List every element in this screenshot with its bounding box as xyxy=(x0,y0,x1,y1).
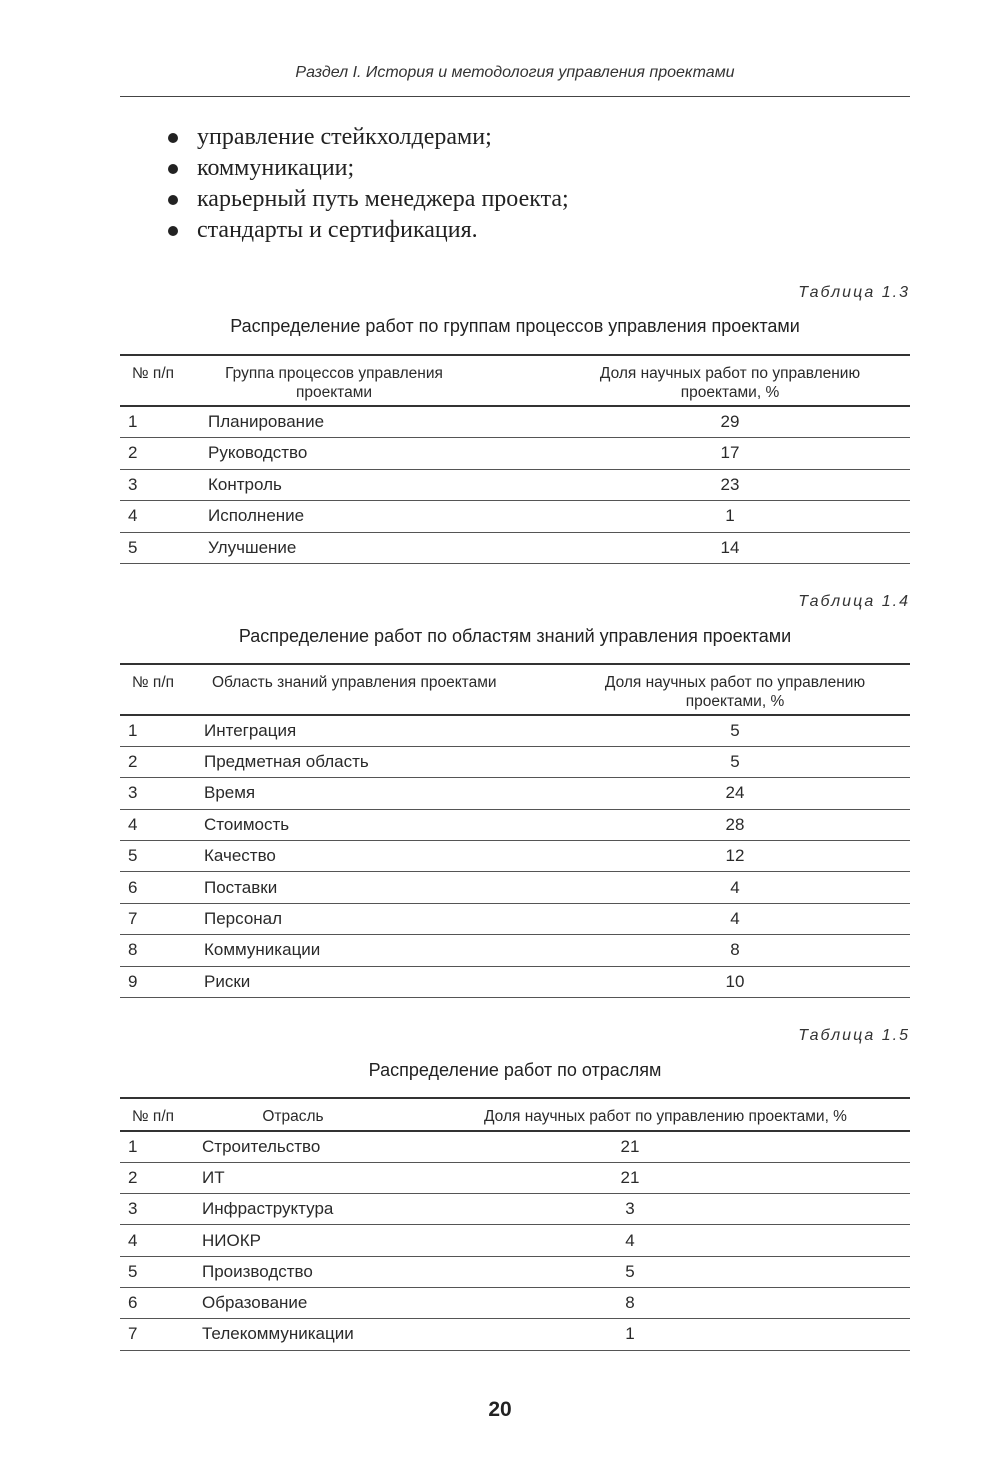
row-number: 6 xyxy=(128,1293,138,1313)
table-1-3-number: Таблица 1.3 xyxy=(798,284,910,301)
column-header: № п/п xyxy=(132,674,175,691)
table-1-5-title: Распределение работ по отраслям xyxy=(368,1060,662,1080)
table-row xyxy=(120,501,910,533)
row-number: 1 xyxy=(128,412,138,431)
row-value: 21 xyxy=(620,1167,640,1187)
table-row xyxy=(120,1194,910,1225)
row-value: 5 xyxy=(625,1261,635,1281)
row-value: 5 xyxy=(730,720,740,740)
row-label: Руководство xyxy=(208,443,308,463)
row-value: 4 xyxy=(730,909,740,929)
row-value: 8 xyxy=(625,1293,635,1313)
row-value: 4 xyxy=(730,877,740,897)
bullet-dot-icon xyxy=(168,133,178,143)
column-header: № п/п xyxy=(132,1108,175,1125)
table-row xyxy=(120,1256,910,1287)
bullet-text: коммуникации; xyxy=(197,155,355,181)
page-number: 20 xyxy=(488,1398,512,1421)
row-number: 3 xyxy=(128,783,138,803)
table-row xyxy=(120,1162,910,1193)
row-label: Коммуникации xyxy=(204,940,321,960)
row-label: Предметная область xyxy=(204,752,369,772)
row-number: 1 xyxy=(128,1136,138,1156)
row-number: 2 xyxy=(128,1167,138,1187)
row-value: 21 xyxy=(620,1136,640,1156)
row-value: 14 xyxy=(720,537,740,557)
row-label: Инфраструктура xyxy=(202,1199,334,1219)
row-label: Стоимость xyxy=(204,814,290,834)
table-header-row xyxy=(120,664,910,715)
row-number: 5 xyxy=(128,1261,138,1281)
table-row xyxy=(120,715,910,746)
table-1-3-title: Распределение работ по группам процессов управления проектами xyxy=(230,316,800,336)
row-number: 8 xyxy=(128,940,138,960)
table-row xyxy=(120,935,910,966)
column-header: Доля научных работ по управлению проектами, % xyxy=(484,1108,847,1125)
row-value: 12 xyxy=(725,846,745,866)
row-number: 5 xyxy=(128,537,138,557)
row-number: 3 xyxy=(128,1199,138,1219)
table-row xyxy=(120,966,910,997)
column-header: Отрасль xyxy=(262,1108,324,1125)
row-label: Качество xyxy=(204,846,276,866)
row-label: Производство xyxy=(202,1261,313,1281)
table-1-4-title: Распределение работ по областям знаний управления проектами xyxy=(238,626,792,646)
row-label: Интеграция xyxy=(204,720,297,740)
row-number: 6 xyxy=(128,877,138,897)
row-number: 4 xyxy=(128,1230,138,1250)
row-value: 10 xyxy=(725,971,745,991)
row-label: Образование xyxy=(202,1293,308,1313)
row-number: 2 xyxy=(128,752,138,772)
column-header: № п/п xyxy=(132,365,175,382)
table-row xyxy=(120,903,910,934)
bullet-item xyxy=(168,122,569,153)
table-row xyxy=(120,841,910,872)
table-row xyxy=(120,406,910,438)
table-row xyxy=(120,469,910,501)
row-label: Контроль xyxy=(208,474,282,494)
bullet-text: управление стейкхолдерами; xyxy=(197,124,492,150)
table-row xyxy=(120,872,910,903)
table-row xyxy=(120,1287,910,1318)
row-number: 4 xyxy=(128,506,138,526)
bullet-item xyxy=(168,153,569,184)
table-1-5 xyxy=(120,1097,910,1351)
header-rule xyxy=(120,96,910,97)
bullet-dot-icon xyxy=(168,226,178,236)
table-row xyxy=(120,1225,910,1256)
column-header: Область знаний управления проектами xyxy=(212,674,497,691)
table-1-3 xyxy=(120,354,910,564)
bullet-text: карьерный путь менеджера проекта; xyxy=(197,186,569,212)
row-label: Телекоммуникации xyxy=(202,1324,354,1344)
table-1-5-number: Таблица 1.5 xyxy=(798,1027,910,1044)
row-label: Поставки xyxy=(204,877,278,897)
row-label: Улучшение xyxy=(208,537,297,557)
column-header: Доля научных работ по управлению проектами, % xyxy=(604,674,866,710)
table-row xyxy=(120,809,910,840)
row-number: 5 xyxy=(128,846,138,866)
row-label: Персонал xyxy=(204,909,283,929)
bullet-item xyxy=(168,215,569,246)
row-number: 1 xyxy=(128,720,138,740)
row-value: 3 xyxy=(625,1199,635,1219)
row-label: Исполнение xyxy=(208,506,305,526)
row-number: 4 xyxy=(128,814,138,834)
row-value: 24 xyxy=(725,783,745,803)
row-number: 3 xyxy=(128,474,138,494)
table-row xyxy=(120,1319,910,1350)
bullet-item xyxy=(168,184,569,215)
row-value: 4 xyxy=(625,1230,635,1250)
bullet-list xyxy=(168,122,569,246)
row-value: 28 xyxy=(725,814,745,834)
row-value: 23 xyxy=(720,474,740,494)
running-header: Раздел I. История и методология управления проектами xyxy=(295,64,735,81)
table-row xyxy=(120,532,910,564)
bullet-dot-icon xyxy=(168,195,178,205)
column-header: Группа процессов управления проектами xyxy=(225,365,443,401)
table-row xyxy=(120,746,910,777)
row-label: НИОКР xyxy=(202,1230,261,1250)
table-1-4 xyxy=(120,663,910,998)
row-number: 7 xyxy=(128,909,138,929)
table-header-row xyxy=(120,1098,910,1131)
row-value: 8 xyxy=(730,940,740,960)
row-number: 2 xyxy=(128,443,138,463)
bullet-text: стандарты и сертификация. xyxy=(197,217,478,243)
table-row xyxy=(120,778,910,809)
table-1-4-number: Таблица 1.4 xyxy=(798,593,910,610)
row-value: 1 xyxy=(725,506,735,526)
table-row xyxy=(120,1131,910,1162)
row-value: 17 xyxy=(720,443,740,463)
table-row xyxy=(120,438,910,470)
row-value: 1 xyxy=(625,1324,635,1344)
column-header: Доля научных работ по управлению проектами, % xyxy=(599,365,861,401)
row-number: 9 xyxy=(128,971,138,991)
row-value: 29 xyxy=(720,412,740,431)
table-header-row xyxy=(120,355,910,406)
row-label: Планирование xyxy=(208,412,325,431)
row-number: 7 xyxy=(128,1324,138,1344)
row-label: Риски xyxy=(204,971,251,991)
row-label: ИТ xyxy=(202,1167,225,1187)
row-value: 5 xyxy=(730,752,740,772)
row-label: Время xyxy=(204,783,256,803)
bullet-dot-icon xyxy=(168,164,178,174)
row-label: Строительство xyxy=(202,1136,321,1156)
